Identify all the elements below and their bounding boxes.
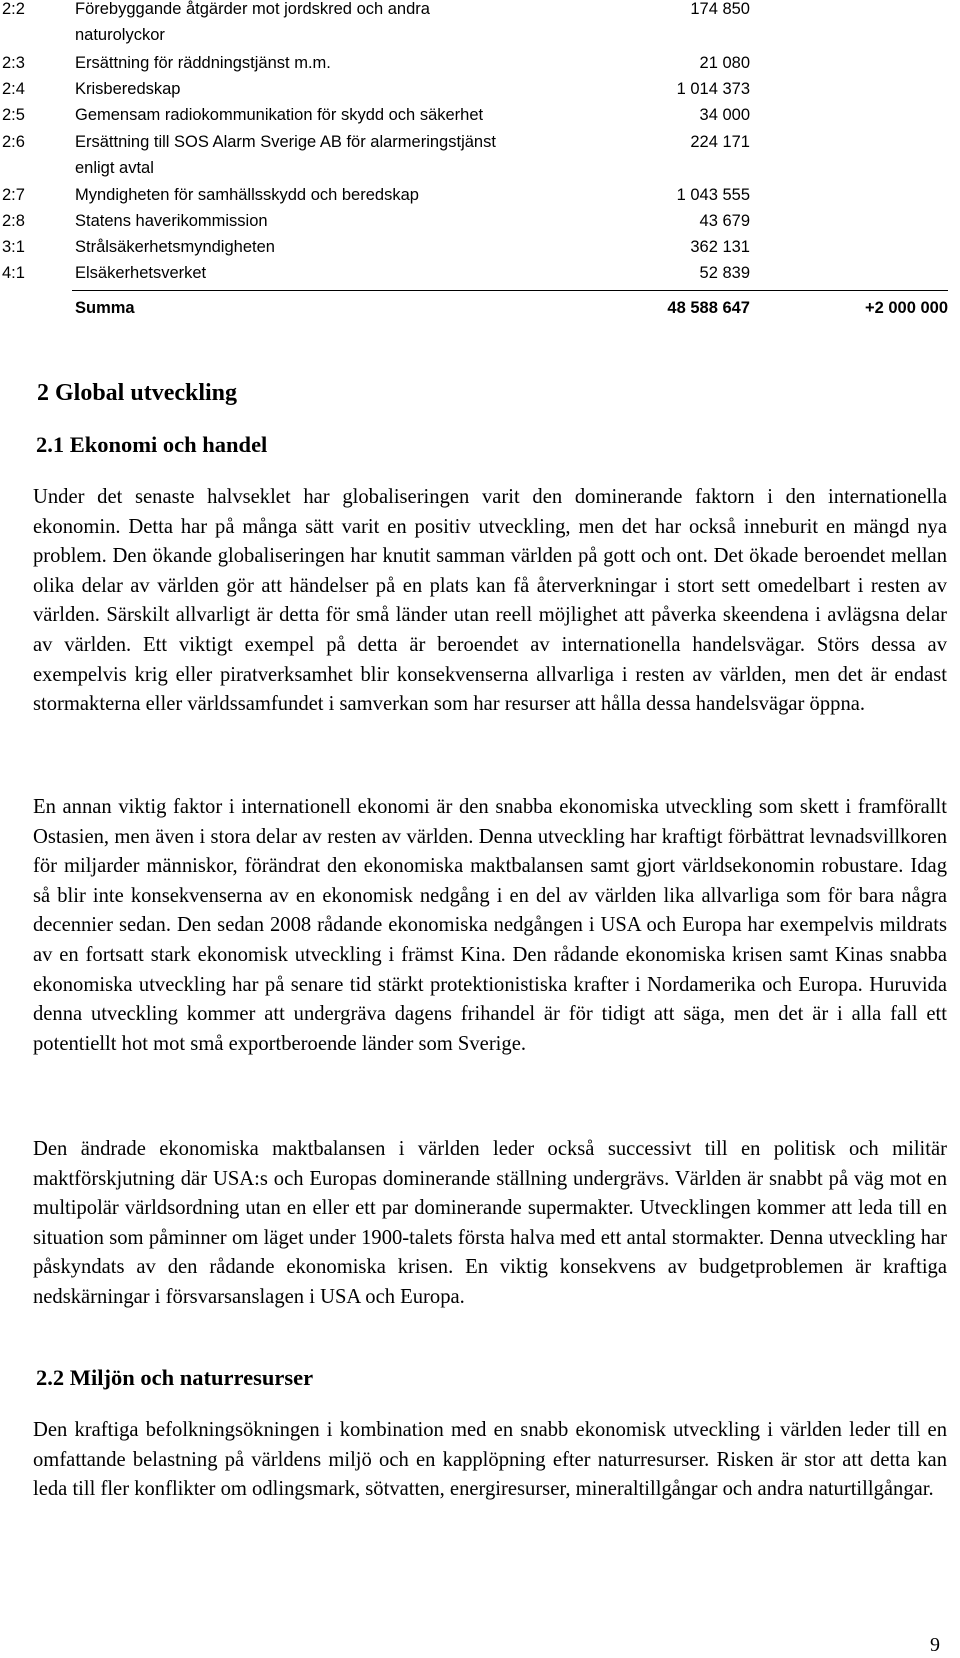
row-code: 4:1 <box>2 264 25 282</box>
row-amount: 1 043 555 <box>676 186 750 204</box>
paragraph-text: En annan viktig faktor i internationell ekonomi är den snabba ekonomiska utveckling som skett i framförallt Ostasien, men även i stora delar av resten av världen. Denna utveckling har kraftigt förbättrat levnadsvillkoren för miljarder människor, förändrat den ekonomiska maktbalansen samt gjort världsekonomin robustare. Idag så blir inte konsekvenserna av en ekonomisk nedgång i en del av världen lika allvarliga som för bara några decennier sedan. Den sedan 2008 rådande ekonomiska nedgången i USA och Europa har exempelvis mildrats av en fortsatt stark ekonomisk utveckling i främst Kina. Den rådande ekonomiska krisen samt Kinas snabba ekonomiska utveckling har på senare tid stärkt protektionistiska krafter i Nordamerika och Europa. Huruvida denna utveckling kommer att undergräva dagens frihandel är för tidigt att säga, men det är i alla fall ett potentiellt hot mot små exportberoende länder som Sverige. <box>33 796 947 1055</box>
subsection-title: 2.2 Miljön och naturresurser <box>36 1365 314 1390</box>
sum-label: Summa <box>75 299 135 317</box>
paragraph-text: Den kraftiga befolkningsökningen i kombination med en snabb ekonomisk utveckling i världen leder till en omfattande belastning på världens miljö och en kapplöpning efter naturresurser. Risken är stor att detta kan leda till fler konflikter om odlingsmark, sötvatten, energiresurser, mineraltillgångar och andra naturtillgångar. <box>33 1419 947 1501</box>
row-code: 2:6 <box>2 133 25 151</box>
row-name: Statens haverikommission <box>75 212 268 230</box>
row-name: Krisberedskap <box>75 80 181 98</box>
paragraph <box>33 1135 947 1313</box>
row-amount: 34 000 <box>699 106 750 124</box>
row-name: Elsäkerhetsverket <box>75 264 207 282</box>
row-name: Ersättning till SOS Alarm Sverige AB för alarmeringstjänst enligt avtal <box>75 133 496 177</box>
paragraph <box>33 793 947 1059</box>
row-code: 2:5 <box>2 106 25 124</box>
sum-divider <box>72 290 948 291</box>
row-amount: 52 839 <box>699 264 750 282</box>
row-name: Ersättning för räddningstjänst m.m. <box>75 54 331 72</box>
row-code: 2:3 <box>2 54 25 72</box>
paragraph-text: Under det senaste halvseklet har globaliseringen varit den dominerande faktorn i den internationella ekonomin. Detta har på många sätt varit en positiv utveckling, men det har också inneburit en mängd nya problem. Den ökande globaliseringen har knutit samman världen på gott och ont. Det ökade beroendet mellan olika delar av världen gör att händelser på en plats kan få återverkningar i stort sett omedelbart i resten av världen. Särskilt allvarligt är detta för små länder utan reell möjlighet att påverka skeendena i avlägsna delar av världen. Ett viktigt exempel på detta är beroendet av internationella handelsvägar. Störs dessa av exempelvis krig eller piratverksamhet blir konsekvenserna allvarliga i resten av världen, men det är endast stormakterna eller världssamfundet i samverkan som har resurser att hålla dessa handelsvägar öppna. <box>33 486 947 716</box>
sum-amount: 48 588 647 <box>667 299 750 317</box>
row-code: 2:4 <box>2 80 25 98</box>
row-amount: 21 080 <box>699 54 750 72</box>
row-amount: 224 171 <box>690 133 750 151</box>
sum-extra: +2 000 000 <box>864 299 948 317</box>
subsection-title: 2.1 Ekonomi och handel <box>36 432 268 457</box>
row-amount: 174 850 <box>690 0 750 18</box>
row-name: Myndigheten för samhällsskydd och beredskap <box>75 186 419 204</box>
paragraph <box>33 1416 947 1505</box>
row-code: 3:1 <box>2 238 25 256</box>
row-name: Förebyggande åtgärder mot jordskred och andra naturolyckor <box>75 0 430 44</box>
row-amount: 1 014 373 <box>676 80 750 98</box>
row-name: Gemensam radiokommunikation för skydd och säkerhet <box>75 106 484 124</box>
row-name: Strålsäkerhetsmyndigheten <box>75 238 275 256</box>
paragraph <box>33 483 947 720</box>
row-code: 2:8 <box>2 212 25 230</box>
row-amount: 362 131 <box>690 238 750 256</box>
paragraph-text: Den ändrade ekonomiska maktbalansen i världen leder också successivt till en politisk och militär maktförskjutning där USA:s och Europas dominerande ställning undergrävs. Världen är snabbt på väg mot en multipolär världsordning utan en eller ett par dominerande supermakter. Utvecklingen kommer att leda till en situation som påminner om läget under 1900-talets första halva med ett antal stormakter. Denna utveckling har påskyndats av den rådande ekonomiska krisen. En viktig konsekvens av budgetproblemen är kraftiga nedskärningar i försvarsanslagen i USA och Europa. <box>33 1138 947 1308</box>
section-title: 2 Global utveckling <box>37 380 238 406</box>
row-code: 2:2 <box>2 0 25 18</box>
row-code: 2:7 <box>2 186 25 204</box>
row-amount: 43 679 <box>699 212 750 230</box>
page-number: 9 <box>930 1634 940 1656</box>
